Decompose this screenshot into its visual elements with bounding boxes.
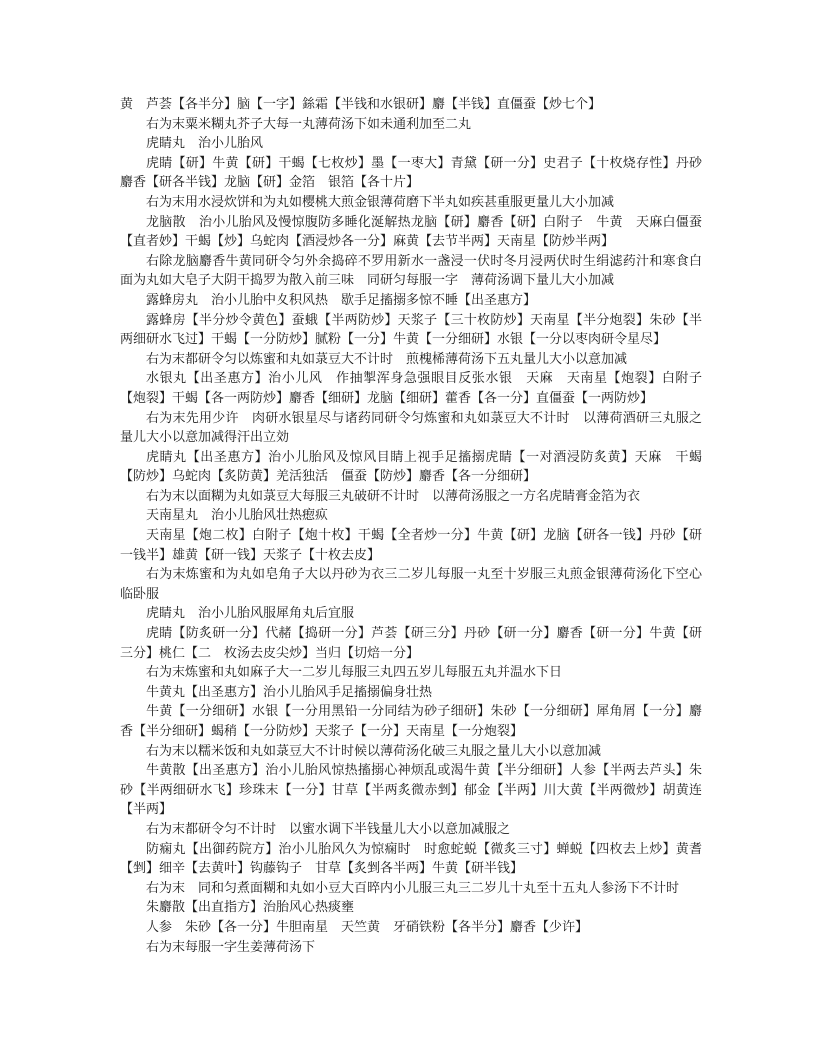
paragraph: 右为末每服一字生姜薄荷汤下 [146,939,316,955]
paragraph: 牛黄【一分细研】水银【一分用黑铅一分同结为砂子细研】朱砂【一分细研】犀角屑【一分】麝香【半分细研】蝎稍【一分防炒】天浆子【一分】天南星【一分炮裂】 [120,704,702,739]
paragraph: 右为末以糯米饭和丸如菉豆大不计时候以薄荷汤化破三丸服之量儿大小以意加减 [146,743,602,759]
paragraph: 虎睛丸 治小儿胎风服犀角丸后宜服 [146,606,355,622]
paragraph: 牛黄散【出圣惠方】治小儿胎风惊热搐搦心神烦乱或渴牛黄【半分细研】人参【半两去芦头】朱砂【半两细研水飞】珍珠末【一分】甘草【半两炙微赤剉】郁金【半两】川大黄【半两微炒】胡黄连【半两】 [120,763,702,818]
paragraph: 人参 朱砂【各一分】牛胆南星 天竺黄 牙硝铁粉【各半分】麝香【少许】 [146,919,589,935]
paragraph: 右为末炼蜜和为丸如皂角子大以丹砂为衣三二岁儿每服一丸至十岁服三丸煎金银薄荷汤化下空心临卧服 [120,567,702,602]
paragraph: 虎睛【防炙研一分】代赭【捣研一分】芦荟【研三分】丹砂【研一分】麝香【研一分】牛黄【研三分】桃仁【二 枚汤去皮尖炒】当归【切焙一分】 [120,626,702,661]
paragraph: 右为末以面糊为丸如菉豆大每服三丸破研不计时 以薄荷汤服之一方名虎睛膏金箔为衣 [146,488,641,504]
paragraph: 黄 芦荟【各半分】脑【一字】銯霜【半钱和水银研】麝【半钱】直僵蚕【炒七个】 [120,97,602,112]
paragraph: 虎睛丸【出圣惠方】治小儿胎风及惊风目睛上视手足搐搦虎睛【一对酒浸防炙黄】天麻 干蝎【防炒】乌蛇肉【炙防黄】羌活独活 僵蚕【防炒】麝香【各一分细研】 [120,449,702,485]
paragraph: 右为末粟米糊丸芥子大每一丸薄荷汤下如未通利加至二丸 [146,116,472,132]
paragraph: 右为末用水浸炊饼和为丸如樱桃大煎金银薄荷磨下半丸如疾甚重服更量儿大小加减 [146,194,615,210]
document-body [120,95,716,957]
paragraph: 天南星【炮二枚】白附子【炮十枚】干蝎【全者炒一分】牛黄【研】龙脑【研各一钱】丹砂【研一钱半】雄黄【研一钱】天浆子【十枚去皮】 [120,528,702,563]
paragraph: 右为末先用少许 肉研水银星尽与诸药同研令匀炼蜜和丸如菉豆大不计时 以薄荷酒研三丸服之量儿大小以意加减得汗出立効 [120,410,702,446]
paragraph: 防痫丸【出御药院方】治小儿胎风久为惊痫时 时愈蛇蜕【微炙三寸】蝉蜕【四枚去上炒】黄耆【剉】细辛【去黄叶】钩藤钩子 甘草【炙剉各半两】牛黄【研半钱】 [120,841,702,877]
paragraph: 虎睛【研】牛黄【研】干蝎【七枚炒】墨【一枣大】青黛【研一分】史君子【十枚烧存性】丹砂 麝香【研各半钱】龙脑【研】金箔 银箔【各十片】 [120,155,716,191]
paragraph: 朱麝散【出直指方】治胎风心热痰壅 [146,900,355,916]
paragraph: 水银丸【出圣惠方】治小儿风 作抽掣浑身急强眼目反张水银 天麻 天南星【炮裂】白附子【炮裂】干蝎【各一两防炒】麝香【细研】龙脑【细研】藿香【各一分】直僵蚕【一两防炒】 [120,371,702,406]
paragraph: 天南星丸 治小儿胎风壮热瘛疭 [146,508,329,524]
paragraph: 牛黄丸【出圣惠方】治小儿胎风手足搐搦偏身壮热 [146,684,433,700]
paragraph: 右为末 同和匀煮面糊和丸如小豆大百晬内小儿服三丸三二岁儿十丸至十五丸人参汤下不计时 [146,880,680,896]
paragraph: 露蜂房【半分炒令黄色】蚕蛾【半两防炒】天浆子【三十枚防炒】天南星【半分炮裂】朱砂【半两细研水飞过】干蝎【一分防炒】腻粉【一分】牛黄【一分细研】水银【一分以枣肉研令星尽】 [120,312,702,348]
paragraph: 露蜂房丸 治小儿胎中夊积风热 歇手足搐搦多惊不睡【出圣惠方】 [146,292,537,308]
paragraph: 龙脑散 治小儿胎风及慢惊腹防多睡化涎解热龙脑【研】麝香【研】白附子 牛黄 天麻白僵蚕【直者妙】干蝎【炒】乌蛇肉【酒浸炒各一分】麻黄【去节半两】天南星【防炒半两】 [120,214,702,250]
paragraph: 右为末炼蜜和丸如麻子大一二岁儿每服三丸四五岁儿每服五丸并温水下日 [146,665,563,681]
paragraph: 右为末都研令匀不计时 以蜜水调下半钱量儿大小以意加减服之 [146,821,511,837]
paragraph: 虎睛丸 治小儿胎风 [146,136,264,152]
paragraph: 右除龙脑麝香牛黄同研令匀外余捣碎不罗用新水一盏浸一伏时冬月浸两伏时生绢滤药汁和寒食白面为丸如大皂子大阴干捣罗为散入前三味 同研匀每服一字 薄荷汤调下量儿大小加减 [120,253,702,289]
paragraph: 右为末都研令匀以炼蜜和丸如菉豆大不计时 煎槐桸薄荷汤下五丸量儿大小以意加减 [146,351,628,367]
